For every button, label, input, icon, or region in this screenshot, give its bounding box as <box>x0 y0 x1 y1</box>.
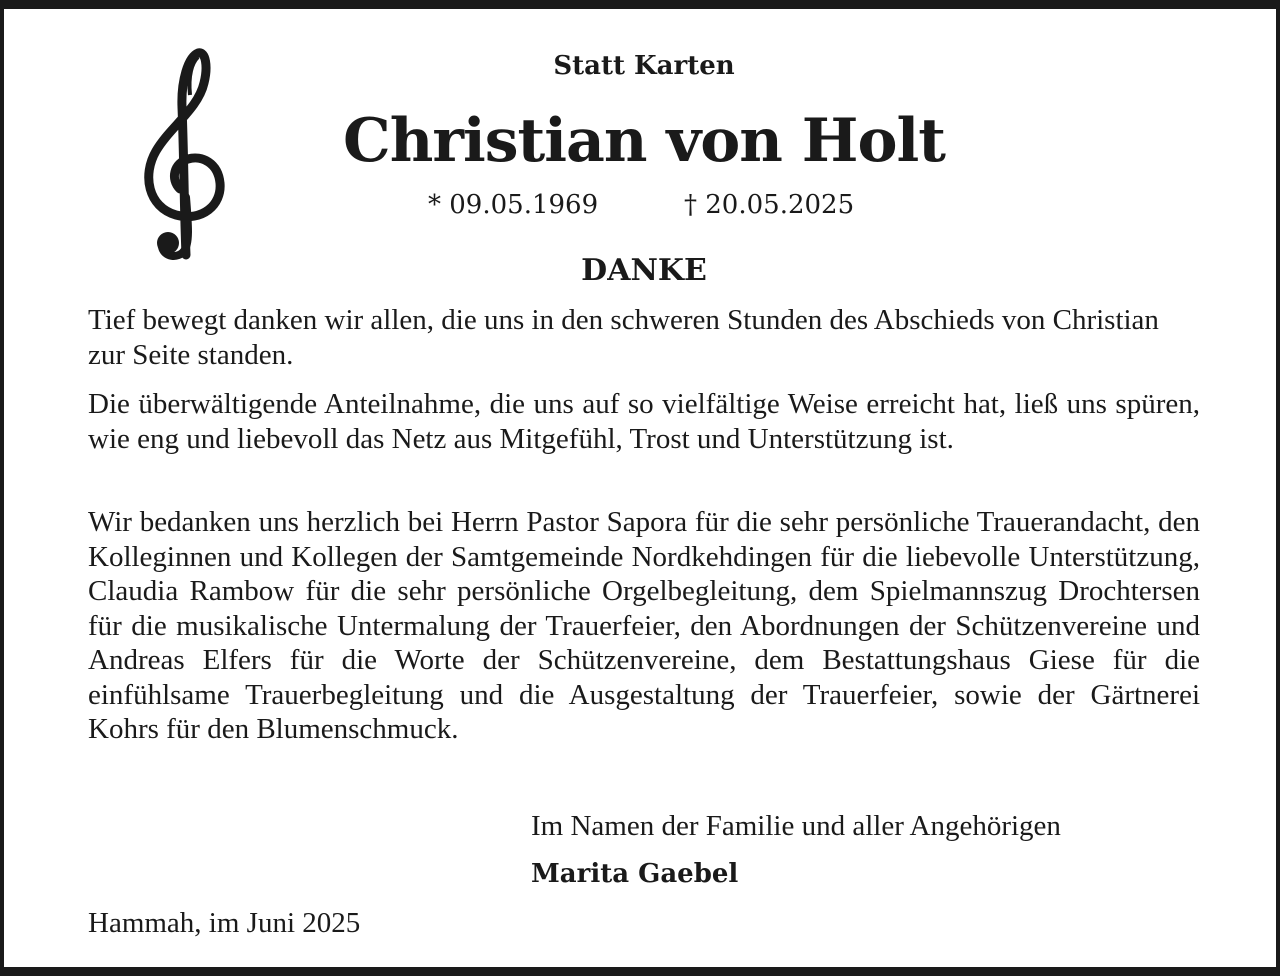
signature-line: Im Namen der Familie und aller Angehörigen <box>531 810 1061 842</box>
danke-heading: DANKE <box>581 253 707 288</box>
paragraph-acknowledgements: Wir bedanken uns herzlich bei Herrn Pastor Sapora für die sehr persönliche Trauerandacht, den Kolleginnen und Kollegen der Samtgemeinde Nordkehdingen für die liebevolle Unterstützung, Claudia Rambow für die sehr persönliche Orgelbegleitung, dem Spielmannszug Drochtersen für die musikalische Untermalung der Trauerfeier, den Abordnungen der Schützenvereine und Andreas Elfers für die Worte der Schützenvereine, dem Bestattungshaus Giese für die einfühlsame Trauerbegleitung und die Ausgestaltung der Trauerfeier, sowie der Gärtnerei Kohrs für den Blumenschmuck. <box>88 506 1200 745</box>
deceased-name: Christian von Holt <box>342 106 946 176</box>
signature-name: Marita Gaebel <box>531 859 739 889</box>
statt-karten-label: Statt Karten <box>553 51 735 81</box>
paragraph-thanks: Tief bewegt danken wir allen, die uns in den schweren Stunden des Abschieds von Christian zur Seite standen. <box>88 304 1159 371</box>
death-date: † 20.05.2025 <box>684 190 855 220</box>
paragraph-sympathy: Die überwältigende Anteilnahme, die uns auf so vielfältige Weise erreicht hat, ließ uns spüren, wie eng und liebevoll das Netz aus Mitgefühl, Trost und Unterstützung ist. <box>88 388 1200 455</box>
place-date: Hammah, im Juni 2025 <box>88 907 361 939</box>
birth-date: * 09.05.1969 <box>428 190 599 220</box>
